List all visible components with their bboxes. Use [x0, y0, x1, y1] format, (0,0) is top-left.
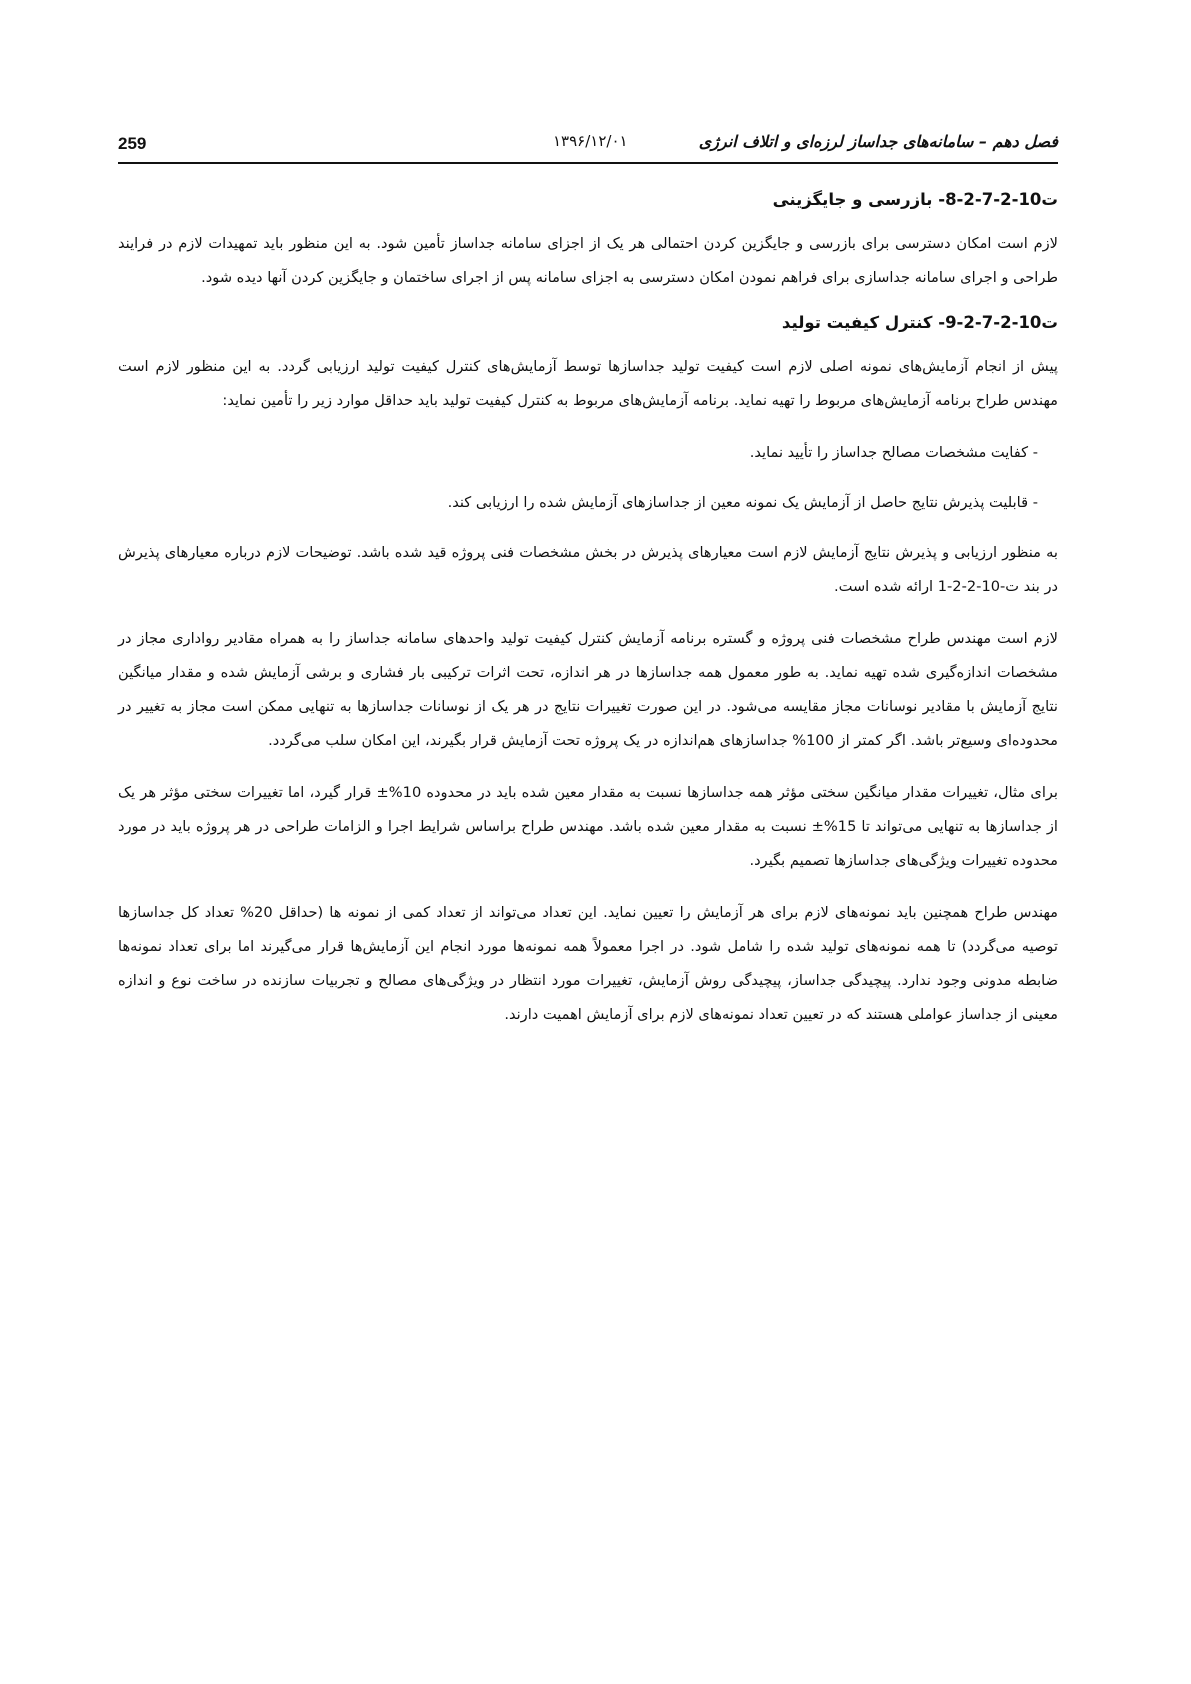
paragraph-intro: پیش از انجام آزمایش‌های نمونه اصلی لازم است کیفیت تولید جداسازها توسط آزمایش‌های کنترل کیفیت تولید ارزیابی گردد. به این منظور لازم است مهندس طراح برنامه آزمایش‌های مربوط را تهیه نماید. برنامه آزمایش‌های مربوط به کنترل کیفیت تولید باید حداقل موارد زیر را تأمین نماید:: [118, 358, 1058, 409]
page-content: [118, 190, 1058, 1050]
page-number: 259: [118, 134, 147, 153]
header-date: ۱۳۹۶/۱۲/۰۱: [553, 132, 628, 150]
paragraph: به منظور ارزیابی و پذیرش نتایج آزمایش لازم است معیارهای پذیرش در بخش مشخصات فنی پروژه قید شده باشد. توضیحات لازم درباره معیارهای پذیرش در بند ت-10-2-2-1 ارائه شده است.: [118, 544, 1058, 595]
section-heading-inspection: ت10-2-7-2-8- بازرسی و جایگزینی: [772, 190, 1058, 209]
chapter-title: فصل دهم – سامانه‌های جداساز لرزه‌ای و اتلاف انرژی: [698, 132, 1058, 151]
paragraph: برای مثال، تغییرات مقدار میانگین سختی مؤثر همه جداسازها نسبت به مقدار معین شده باید در محدوده 10%± قرار گیرد، اما تغییرات سختی مؤثر هر یک از جداسازها به تنهایی می‌تواند تا 15%± نسبت به مقدار معین شده باشد. مهندس طراح براساس شرایط اجرا و الزامات طراحی در هر پروژه باید در مورد محدوده تغییرات ویژگی‌های جداسازها تصمیم بگیرد.: [118, 784, 1058, 869]
paragraph: لازم است امکان دسترسی برای بازرسی و جایگزین کردن احتمالی هر یک از اجزای سامانه جداساز تأمین شود. به این منظور باید تمهیدات لازم در فرایند طراحی و اجرای سامانه جداسازی برای فراهم نمودن امکان دسترسی به اجزای سامانه پس از اجرای ساختمان و جایگزین کردن آنها دیده شود.: [118, 235, 1058, 286]
section-heading-quality-control: ت10-2-7-2-9- کنترل کیفیت تولید: [781, 313, 1058, 332]
paragraph: لازم است مهندس طراح مشخصات فنی پروژه و گستره برنامه آزمایش کنترل کیفیت تولید واحدهای سامانه جداساز را به همراه مقادیر رواداری مجاز در مشخصات اندازه‌گیری شده تهیه نماید. به طور معمول همه جداسازها در هر اندازه، تحت اثرات ترکیبی بار فشاری و برشی آزمایش شده و مقدار میانگین نتایج آزمایش با مقادیر نوسانات مجاز مقایسه می‌شود. در این صورت تغییرات نتایج در هر یک از نوسانات جداسازها به تنهایی ممکن است مجاز به تغییر در محدوده‌ای وسیع‌تر باشد. اگر کمتر از 100% جداسازهای هم‌اندازه در یک پروژه تحت آزمایش قرار بگیرند، این امکان سلب می‌گردد.: [118, 630, 1058, 749]
page-header: [118, 128, 1058, 164]
paragraph: مهندس طراح همچنین باید نمونه‌های لازم برای هر آزمایش را تعیین نماید. این تعداد می‌تواند از تعداد کمی از نمونه ها (حداقل 20% تعداد کل جداسازها توصیه می‌گردد) تا همه نمونه‌های تولید شده را شامل شود. در اجرا معمولاً همه نمونه‌ها مورد انجام این آزمایش‌ها قرار می‌گیرند اما برای تعداد نمونه‌ها ضابطه مدونی وجود ندارد. پیچیدگی جداساز، پیچیدگی روش آزمایش، تغییرات مورد انتظار در ویژگی‌های مصالح و تجربیات سازنده در ساخت نوع و اندازه معینی از جداساز عواملی هستند که در تعیین تعداد نمونه‌های لازم برای آزمایش اهمیت دارند.: [118, 904, 1058, 1023]
bullet-item: - قابلیت پذیرش نتایج حاصل از آزمایش یک نمونه معین از جداسازهای آزمایش شده را ارزیابی کند.: [447, 494, 1038, 511]
bullet-item: - کفایت مشخصات مصالح جداساز را تأیید نماید.: [749, 444, 1038, 461]
